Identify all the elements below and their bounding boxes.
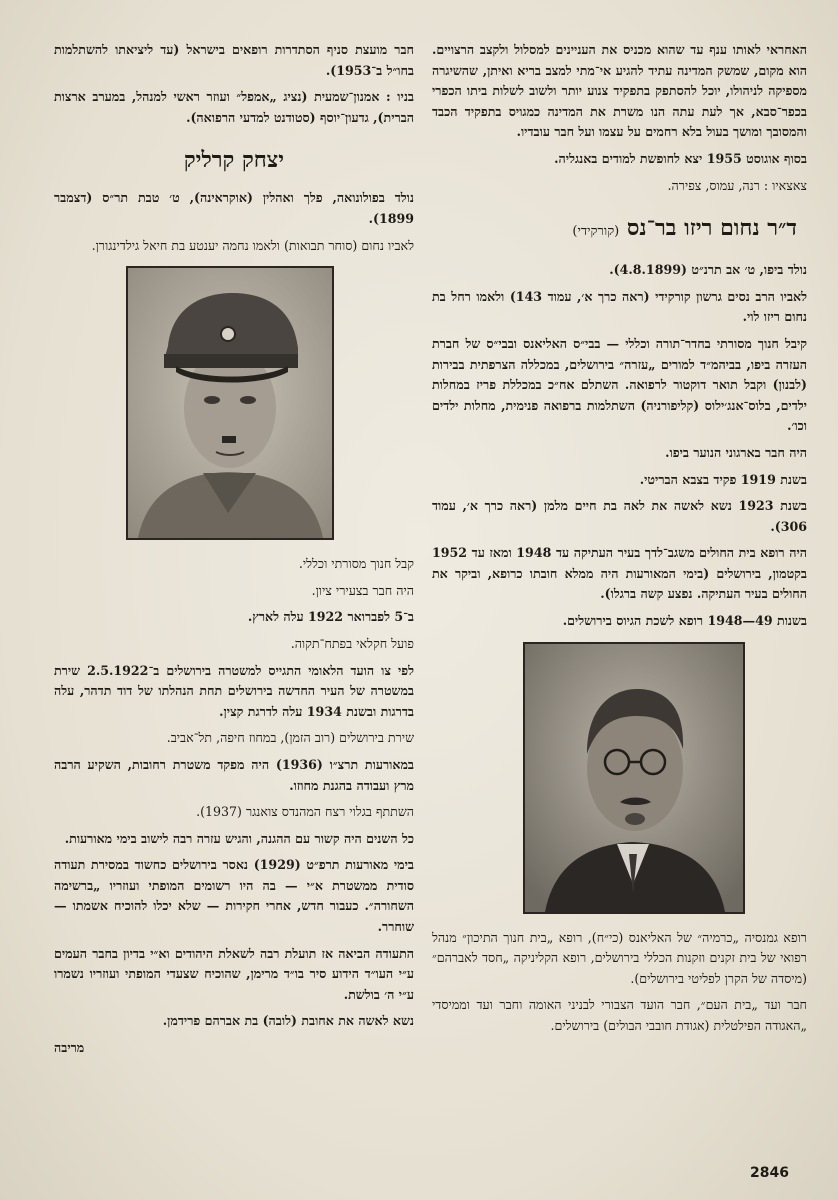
- entry-paragraph: חבר ועד „בית העם״, חבר הועד הצבורי לבניני האומה וחבר ועד וממיסדי „האגודה הפילטלית (אגודת חובבי הבולים) בירושלים.: [432, 997, 807, 1034]
- continued-paragraph: חבר מועצת סניף הסתדרות רופאים בישראל (עד ליציאתו להשתלמות בחו״ל ב־1953).: [54, 42, 414, 78]
- entry-paragraph: נשא לאשה את אחובת (לובה) בת אברהם פרידמן.: [162, 1013, 414, 1029]
- entry-paragraph: במאורעות תרצ״ו (1936) היה מפקד משטרת רחובות, השקיע הרבה מרץ ועבודה בהגנת מחוזו.: [54, 756, 414, 793]
- intro-paragraph: בסוף אוגוסט 1955 יצא לחופשת למודים באנגליה.: [554, 150, 807, 166]
- entry-paragraph: היה רופא בית החולים משגב־לדך בעיר העתיקה עד 1948 ומאז עד 1952 בקטמון, בירושלים (בימי המאורעות היה ממלא חובתו כרופא, וביקר את החולים בעיר העתיקה. נפצע קשה ברגלו).: [432, 545, 807, 602]
- entry-paragraph: קיבל חנוך מסורתי בחדר־תורה וכללי — בבי״ס האליאנס ובבי״ס של חברת העזרה ביפו, בביהמ״ד למורים „עזרה״ בירושלים, במכללה הצרפתית בבירות (לבנון) וקבל תואר דוקטור לרפואה. השתלם אח״כ במכללת פריז במחלות ילדים, בלוס־אנג׳ילוס (קליפורניה) השתלמות ברפואה פנימית, מחלות ילדים וכו׳.: [432, 335, 807, 434]
- entry-paragraph: רופא גמנסיה „כרמיה״ של האליאנס (כי״ח), רופא „בית חנוך התיכון״ מנהל רפואי של בית זקנים וזקנות הכללי בירושלים, רופא הקליניקה „חסד לאברהם״ (מיסדה של הקרן לפליטי בירושלים).: [432, 929, 807, 986]
- entry-heading-karlik: [54, 146, 414, 174]
- entry-paragraph: נולד בפולונואה, פלך ואהלין (אוקראינה), ט׳ טבת תר״ס (דצמבר 1899).: [54, 190, 414, 226]
- portrait-photo-bar-nes: [523, 642, 745, 914]
- entry-name: יצחק קרליק: [183, 147, 285, 174]
- entry-paragraph: בשנת 1919 פקיד בצבא הבריטי.: [639, 471, 807, 487]
- entry-paragraph: השתתף בגלוי רצח המהנדס צואנגר (1937).: [196, 804, 414, 820]
- entry-paragraph: שירת בירושלים (רוב הזמן), במחוז חיפה, תל־אביב.: [166, 730, 414, 746]
- entry-paragraph: בימי מאורעות תרפ״ט (1929) נאסר בירושלים כחשוד במסירת תעודה סודית ממשטרת א״י — בה היו רשומים המופתי ועוזריו „ברשימה השחורה״. כעבור חדש, אחרי חקירות — שלא יכלו להוכיח אשמתו — שוחרר.: [54, 857, 414, 935]
- entry-paragraph: נולד ביפו, ט׳ אב תרנ״ט (4.8.1899).: [609, 262, 807, 278]
- left-column: [54, 40, 414, 1065]
- entry-paragraph: בשנת 1923 נשא לאשה את לאה בת חיים מלמן (ראה כרך א׳, עמוד 306).: [432, 498, 807, 534]
- entry-name: ד״ר נחום ריזו בר־נס: [626, 215, 797, 242]
- intro-paragraph: האחראי לאותו ענף עד שהוא מכניס את העניינים למסלול ולקצב הרצויים. הוא מקום, שמשק המדינה עתיד להגיע אי־מתי למצב בריא ואיתן, שהשיגרה מספיקה לניהולו, יוכל להסתפק בתפקיד צנוע יותר ולשוב לשלות ביתו הכפרי בכפר־סבא, אך לעת עתה הנו משרת את המדינה כמגויס בתפקיד הכבד והמסובך ומושך בעול בלא רחמים על עצמו ועל חבר עובדיו.: [432, 42, 807, 140]
- entry-paragraph: לאביו נחום (סוחר תבואות) ולאמו נחמה יענטע בת חיאל גילדינגורן.: [91, 237, 414, 253]
- right-column: [432, 40, 807, 1043]
- continued-children: בניו : אמנון־שמעית (נציג „אמפל״ ועוזר ראשי למנהל, במערב ארצות הברית), גדעון־יוסף (סטודנט למדעי הרפואה).: [54, 89, 414, 125]
- entry-paragraph: בשנות 49—1948 רופא לשכת הגיוס בירושלים.: [562, 613, 807, 629]
- entry-paragraph: קבל חנוך מסורתי וכללי.: [298, 556, 414, 572]
- entry-heading-bar-nes: [432, 214, 807, 246]
- entry-paragraph: ב־5 לפברואר 1922 עלה לארץ.: [247, 609, 414, 625]
- entry-paragraph: היה חבר בארגוני הנוער ביפו.: [665, 444, 807, 460]
- entry-paragraph: התעודה הביאה אז תועלת רבה לשאלת היהודים וא״י בדיון בחבר העמים ע״י העו״ד הידוע סיר בו״ד מרימן, שהוכיח שצעדי המופתי ועוזריו נשמרו ע״י ה׳ בולשת.: [54, 945, 414, 1002]
- intro-children: צאצאיו : רנה, עמוס, צפירה.: [667, 177, 807, 193]
- entry-paragraph: לפי צו הועד הלאומי התגייס למשטרה בירושלים ב־2.5.1922 שירת במשטרה של העיר החדשה בירושלים תחת הנהלתו של דוד תדהר, עלה בדרגות ובשנת 1934 עלה לדרגת קצין.: [54, 662, 414, 719]
- entry-paragraph: כל השנים היה קשור עם ההגנה, והגיש עזרה רבה לישוב בימי מאורעות.: [64, 830, 414, 846]
- entry-paragraph: פועל חקלאי בפתח־תקוה.: [290, 635, 414, 651]
- entry-paragraph: לאביו הרב נסים גרשון קורקידי (ראה כרך א׳, עמוד 143) ולאמו רחל בת נחום ריזו לוי.: [432, 288, 808, 325]
- page-number: 2846: [750, 1165, 789, 1181]
- entry-paragraph: היה חבר בצעירי ציון.: [311, 582, 414, 598]
- entry-alias: (קורקידי): [572, 224, 620, 240]
- portrait-photo-karlik: [126, 266, 334, 540]
- catchword: מריבה: [54, 1040, 85, 1056]
